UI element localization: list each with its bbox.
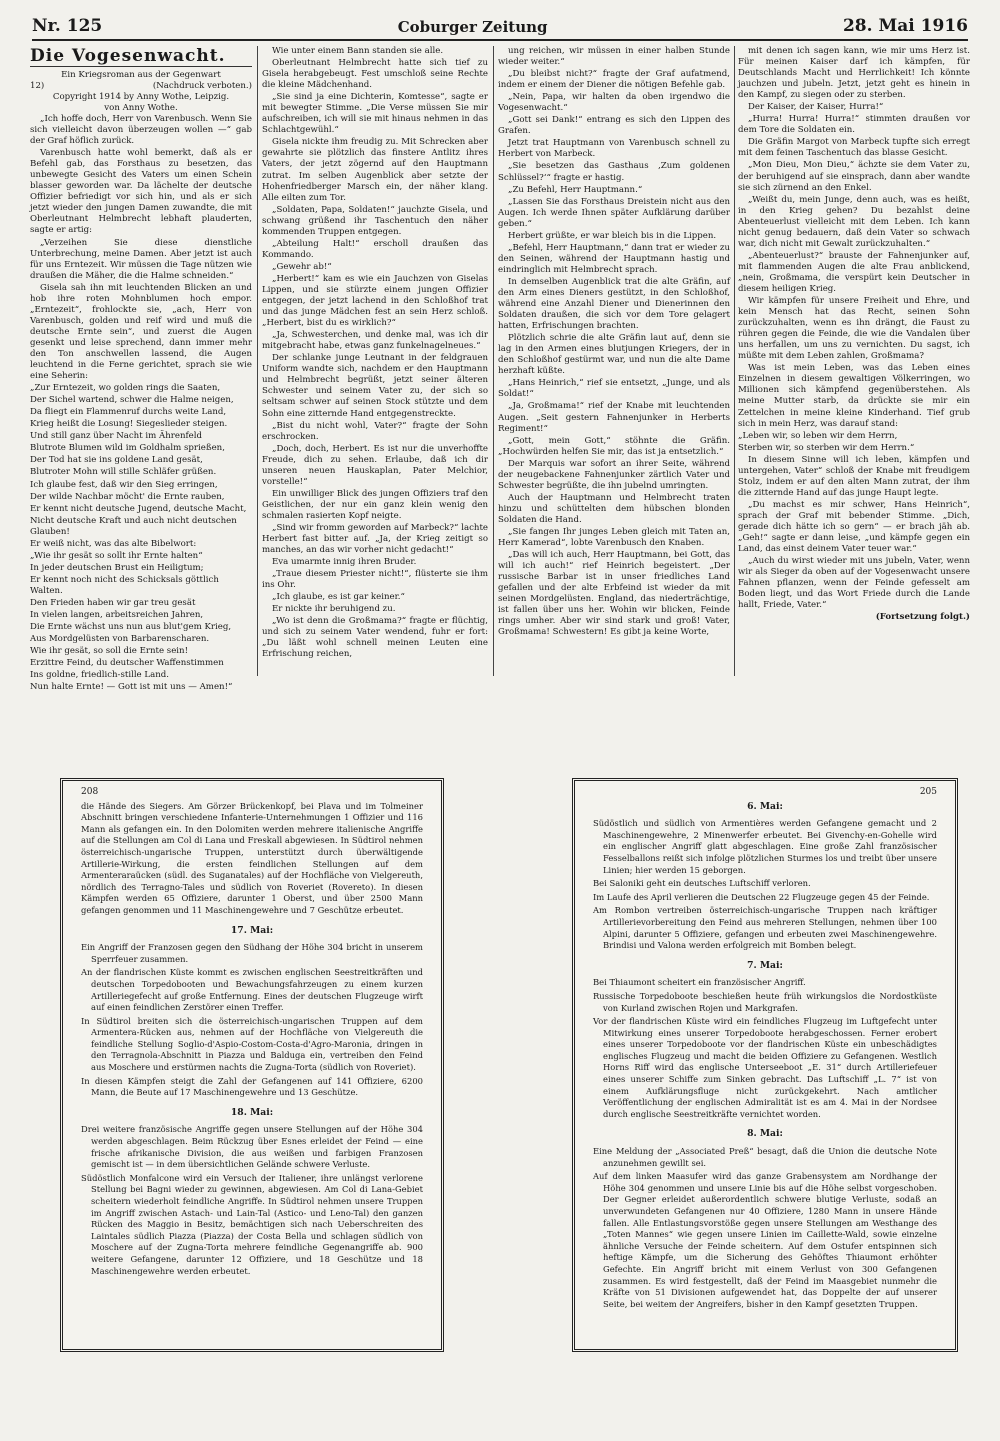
novel-paragraph: Eva umarmte innig ihren Bruder. (272, 557, 417, 568)
novel-paragraph: Ein unwilliger Blick des jungen Offiziers traf den Geistlichen, der nur ein ganz klein wenig den schmalen rasierten Kopf neigte. (262, 488, 488, 521)
novel-paragraph: Auch der Hauptmann und Helmbrecht traten hinzu und schüttelten dem hübschen blonden Soldaten die Hand. (498, 492, 730, 525)
novel-paragraph: Den Frieden haben wir gar treu gesät (30, 597, 196, 608)
novel-paragraph: Krieg heißt die Losung! Siegeslieder steigen. (30, 419, 228, 430)
entries-17-may (81, 942, 423, 1099)
novel-paragraph: Blutrote Blumen wild im Goldhalm sprießen, (30, 443, 225, 454)
masthead (32, 10, 968, 41)
novel-paragraph: Was ist mein Leben, was das Leben eines Einzelnen in diesem gewaltigen Völkerringen, wo Millionen sich kämpfend gegenüberstehen. Als meine Mutter starb, da drückte sie mir ein Zettelchen in meine kleine Kinderhand. Tief grub sich in mein Herz, was darauf stand: (738, 363, 970, 429)
date-heading-7-may: 7. Mai: (747, 959, 783, 971)
novel-paragraph: „Ich glaube, es ist gar keiner.“ (272, 592, 405, 603)
novel-paragraph: Wir kämpfen für unsere Freiheit und Ehre, und kein Mensch hat das Recht, seinen Sohn zurückzuhalten, wenn es ihn drängt, die Faust zu rühren gegen die Feinde, die wie die Vandalen über uns herfallen, um uns zu vernichten. Du sagst, ich müßte mit dem Leben zahlen, Großmama? (738, 296, 970, 362)
chronicle-entry: Südöstlich Monfalcone wird ein Versuch der Italiener, ihre unlängst verlorene Stellung bei Bagni wieder zu gewinnen, abgewiesen. Am Col di Lana-Gebiet scheitern wiederholt feindliche Angriffe. In Südtirol nehmen unsere Truppen im Angriff zwischen Astach- und Lain-Tal (Astico- und Leno-Tal) den ganzen Rücken des Maggio in Besitz, bemächtigen sich nach Ueberschreiten des Laintales südlich Piazza (Piazza) der Costa Bella und schlagen südlich von Moschere auf der Zugna-Torta mehrere feindliche Gegenangriffe ab. 900 weitere Gefangene, darunter 12 Offiziere, und 18 Geschütze und 18 Maschinengewehre werden erbeutet. (81, 1172, 423, 1276)
chronicle-entry: An der flandrischen Küste kommt es zwischen englischen Seestreitkräften und deutschen Torpedobooten und Bewachungsfahrzeugen zu einem kurzen Artilleriegefecht auf große Entfernung. Eines der deutschen Flugzeuge wirft auf einen feindlichen Zerstörer einen Treffer. (81, 967, 423, 1013)
novel-paragraph: „Leben wir, so leben wir dem Herrn, (738, 430, 898, 441)
entries-8-may (593, 1146, 937, 1310)
novel-paragraph: „Abteilung Halt!“ erscholl draußen das Kommando. (262, 238, 488, 260)
novel-paragraph: „Verzeihen Sie diese dienstliche Unterbrechung, meine Damen. Aber jetzt ist auch für uns Erntezeit. Wir müssen die Tage nützen wie draußen die Mäher, die die Halme schneiden.“ (30, 237, 252, 281)
novel-text-4 (738, 46, 970, 611)
novel-paragraph: Er nickte ihr beruhigend zu. (272, 604, 396, 615)
novel-paragraph: „Weißt du, mein Junge, denn auch, was es heißt, in den Krieg gehen? Du bezahlst deine Abenteuerlust vielleicht mit dem Leben. Ich kann nicht genug bedauern, daß dein Vater so schwach war, dich nicht mit Gewalt zurückzuhalten.“ (738, 194, 970, 249)
novel-paragraph: „Nein, Papa, wir halten da oben irgendwo die Vogesenwacht.“ (498, 92, 730, 114)
novel-paragraph: Der Sichel wartend, schwer die Halme neigen, (30, 395, 234, 406)
novel-paragraph: „Bist du nicht wohl, Vater?“ fragte der Sohn erschrocken. (262, 420, 488, 442)
novel-paragraph: „Mon Dieu, Mon Dieu,“ ächzte sie dem Vater zu, der beruhigend auf sie einsprach, dann aber wandte sie sich zürnend an den Enkel. (738, 160, 970, 193)
column-rule (734, 46, 735, 676)
novel-paragraph: „Zu Befehl, Herr Hauptmann.“ (508, 184, 643, 195)
novel-paragraph: „Gott, mein Gott,“ stöhnte die Gräfin. „Hochwürden helfen Sie mir, das ist ja entsetzlich.“ (498, 435, 730, 457)
novel-paragraph: „Gewehr ab!“ (272, 261, 332, 272)
war-chronicle-page-right (572, 778, 958, 1352)
novel-paragraph: „Sind wir fromm geworden auf Marbeck?“ lachte Herbert fast bitter auf. „Ja, der Krieg zeitigt so manches, an das wir vorher nicht gedacht!“ (262, 522, 488, 556)
novel-column-3 (498, 46, 730, 676)
chronicle-intro: die Hände des Siegers. Am Görzer Brückenkopf, bei Plava und im Tolmeiner Abschnitt bringen verschiedene Infanterie-Unternehmungen 1 Offizier und 116 Mann als gefangen ein. In den Dolomiten werden mehrere italienische Angriffe auf die Stellungen am Col di Lana und Freskall abgewiesen. In Südtirol nehmen österreichisch-ungarische Truppen, unterstützt durch überwältigende Artillerie-Wirkung, die ersten feindlichen Stellungen auf dem Armenteraraücken (südl. des Suganatales) auf der Hochfläche von Vielgereuth, nördlich des Terragno-Tales und südlich von Roveriet (Rovereto). In diesen Kämpfen werden 65 Offiziere, darunter 1 Oberst, und über 2500 Mann gefangen genommen und 11 Maschinengewehre und 7 Geschütze erbeutet. (81, 800, 423, 915)
novel-text-3 (498, 46, 730, 638)
novel-paragraph: Er kennt noch nicht des Schicksals göttlich Walten. (30, 574, 219, 596)
novel-paragraph: „Gott sei Dank!“ entrang es sich den Lippen des Grafen. (498, 115, 730, 137)
page-number: 205 (919, 787, 937, 797)
novel-paragraph: „Hurra! Hurra! Hurra!“ stimmten draußen vor dem Tore die Soldaten ein. (738, 114, 970, 136)
chronicle-entry: Bei Thiaumont scheitert ein französischer Angriff. (593, 977, 806, 988)
novel-paragraph: „Zur Erntezeit, wo golden rings die Saaten, (30, 383, 221, 394)
novel-paragraph: Wie ihr gesät, so soll die Ernte sein! (30, 646, 189, 657)
novel-paragraph: „Hans Heinrich,“ rief sie entsetzt, „Junge, und als Soldat!“ (498, 378, 730, 400)
date-heading-18-may: 18. Mai: (230, 1106, 274, 1118)
novel-paragraph: ung reichen, wir müssen in einer halben Stunde wieder weiter.“ (498, 46, 730, 68)
chronicle-entry: Vor der flandrischen Küste wird ein feindliches Flugzeug im Luftgefecht unter Mitwirkung eines unserer Torpedoboote herabgeschossen. Ferner erobert eines unserer Torpedoboote vor der flandrischen Küste ein unbeschädigtes englisches Flugzeug und macht die beiden Offiziere zu Gefangenen. Westlich Horns Riff wird das englische Unterseeboot „E. 31“ durch Artilleriefeuer eines unserer Schiffe zum Sinken gebracht. Das Luftschiff „L. 7“ ist von einem Aufklärungsfluge nicht zurückgekehrt. Nach amtlicher Veröffentlichung der englischen Admiralität ist es am 4. Mai in der Nordsee durch englische Seestreitkräfte vernichtet worden. (593, 1016, 937, 1119)
chronicle-entry: Bei Saloniki geht ein deutsches Luftschiff verloren. (593, 878, 811, 889)
novel-paragraph: „Soldaten, Papa, Soldaten!“ jauchzte Gisela, und schwang grüßend ihr Taschentuch den näher kommenden Truppen entgegen. (262, 204, 488, 237)
novel-paragraph: Und still ganz über Nacht im Ährenfeld (30, 431, 203, 442)
novel-paragraph: Der wilde Nachbar möcht' die Ernte rauben, (30, 491, 225, 502)
novel-paragraph: „Ja, Schwesterchen, und denke mal, was ich dir mitgebracht habe, etwas ganz funkelnagelneues.“ (262, 330, 488, 352)
novel-paragraph: mit denen ich sagen kann, wie mir ums Herz ist. Für meinen Kaiser darf ich kämpfen, für Deutschlands Macht und Herrlichkeit! Ich könnte jauchzen und jubeln. Jetzt, jetzt geht es hinein in den Kampf, zu siegen oder zu sterben. (738, 46, 970, 101)
novel-paragraph: Gisela sah ihn mit leuchtenden Blicken an und hob ihre roten Mohnblumen hoch empor. „Erntezeit“, frohlockte sie, „ach, Herr von Varenbusch, golden und reif wird und muß die deutsche Ernte sein“, und zuerst die Augen gesenkt und leise sprechend, dann immer mehr den Ton anschwellen lassend, die Augen leuchtend in die Ferne gerichtet, sprach sie wie eine Seherin: (30, 282, 252, 382)
novel-paragraph: „Traue diesem Priester nicht!“, flüsterte sie ihm ins Ohr. (262, 569, 488, 591)
chronicle-entry: Am Rombon vertreiben österreichisch-ungarische Truppen nach kräftiger Artillerievorbereitung den Feind aus mehreren Stellungen, nehmen über 100 Alpini, darunter 5 Offiziere, gefangen und erbeuten zwei Maschinengewehre. Brindisi und Valona werden erfolgreich mit Bomben belegt. (593, 905, 937, 951)
novel-paragraph: In demselben Augenblick trat die alte Gräfin, auf den Arm eines Dieners gestützt, in den Schloßhof, während eine Anzahl Diener und Dienerinnen den Soldaten draußen, die sich vor dem Tore gelagert hatten, Erfrischungen brachten. (498, 276, 730, 332)
novel-title: Die Vogesenwacht. (30, 46, 252, 67)
date-heading-8-may: 8. Mai: (747, 1128, 783, 1140)
novel-paragraph: In diesem Sinne will ich leben, kämpfen und untergehen, Vater“ schloß der Knabe mit freudigem Stolz, indem er auf den alten Mann zutrat, der ihm die zitternde Hand auf das junge Haupt legte. (738, 454, 970, 498)
issue-date: 28. Mai 1916 (842, 16, 968, 36)
date-heading-17-may: 17. Mai: (230, 924, 274, 936)
novel-paragraph: „Wo ist denn die Großmama?“ fragte er flüchtig, und sich zu seinem Vater wendend, fuhr er fort: „Du läßt wohl schnell meinen Leuten eine Erfrischung reichen, (262, 616, 488, 660)
novel-paragraph: Nun halte Ernte! — Gott ist mit uns — Amen!“ (30, 682, 233, 693)
novel-paragraph: Der Kaiser, der Kaiser, Hurra!“ (748, 102, 884, 113)
novel-column-4 (738, 46, 970, 676)
novel-paragraph: „Wie ihr gesät so sollt ihr Ernte halten“ (30, 550, 203, 561)
entries-18-may (81, 1124, 423, 1277)
novel-column-2 (262, 46, 488, 676)
novel-paragraph: „Herbert!“ kam es wie ein Jauchzen von Giselas Lippen, und sie stürzte einem jungen Offizier entgegen, der jetzt lachend in den Schloßhof trat und das junge Mädchen fest an sein Herz schloß. „Herbert, bist du es wirklich?“ (262, 273, 488, 329)
novel-text-1 (30, 114, 252, 693)
novel-chapter-line (30, 81, 252, 92)
novel-paragraph: „Du machst es mir schwer, Hans Heinrich“, sprach der Graf mit bebender Stimme. „Dich, gerade dich hätte ich so gern“ — er brach jäh ab. „Geh!“ sagte er dann leise, „und kämpfe gegen ein Land, das einst deinem Vater teuer war.“ (738, 499, 970, 555)
novel-paragraph: „Doch, doch, Herbert. Es ist nur die unverhoffte Freude, dich zu sehen. Erlaube, daß ich dir unseren neuen Hauskaplan, Pater Melchior, vorstelle!“ (262, 443, 488, 487)
entries-7-may (593, 977, 937, 1120)
novel-paragraph: Sterben wir, so sterben wir dem Herrn.“ (738, 442, 915, 453)
novel-paragraph: Der Marquis war sofort an ihrer Seite, während der neugebackene Fahnenjunker zärtlich Vater und Schwester begrüßte, die ihn jubelnd umringten. (498, 458, 730, 491)
novel-paragraph: „Abenteuerlust?“ brauste der Fahnenjunker auf, mit flammenden Augen die alte Frau anblickend, „nein, Großmama, die verspürt kein Deutscher in diesem heiligen Krieg. (738, 250, 970, 294)
chronicle-entry: Russische Torpedoboote beschießen heute früh wirkungslos die Nordostküste von Kurland zwischen Rojen und Markgrafen. (593, 990, 937, 1013)
reprint-notice: (Nachdruck verboten.) (152, 81, 252, 91)
novel-paragraph: Ich glaube fest, daß wir den Sieg erringen, (30, 479, 218, 490)
novel-paragraph: „Ich hoffe doch, Herr von Varenbusch. Wenn Sie sich vielleicht davon überzeugen wollen —“ gab der Graf höflich zurück. (30, 114, 252, 147)
novel-paragraph: In vielen langen, arbeitsreichen Jahren, (30, 610, 204, 621)
novel-text-2 (262, 46, 488, 661)
novel-paragraph: „Sie sind ja eine Dichterin, Komtesse“, sagte er mit bewegter Stimme. „Die Verse müssen Sie mir aufschreiben, ich will sie mit hinaus nehmen in das Schlachtgewühl.“ (262, 92, 488, 136)
novel-paragraph: „Auch du wirst wieder mit uns jubeln, Vater, wenn wir als Sieger da oben auf der Vogesenwacht unsere Fahnen pflanzen, wenn der Feinde gefesselt am Boden liegt, und das Wort Friede durch die Lande hallt, Friede, Vater.“ (738, 556, 970, 611)
chronicle-entry: Eine Meldung der „Associated Preß“ besagt, daß die Union die deutsche Note anzunehmen gewillt sei. (593, 1146, 937, 1168)
continuation-note: (Fortsetzung folgt.) (875, 612, 970, 623)
novel-paragraph: „Du bleibst nicht?“ fragte der Graf aufatmend, indem er einem der Diener die nötigen Befehle gab. (498, 69, 730, 91)
novel-paragraph: Da fliegt ein Flammenruf durchs weite Land, (30, 407, 227, 418)
novel-paragraph: Ins goldne, friedlich-stille Land. (30, 670, 169, 681)
novel-paragraph: „Sie besetzen das Gasthaus ‚Zum goldenen Schlüssel?‘“ fragte er hastig. (498, 161, 730, 183)
novel-paragraph: Erzittre Feind, du deutscher Waffenstimmen (30, 658, 224, 669)
novel-paragraph: „Befehl, Herr Hauptmann,“ dann trat er wieder zu den Seinen, während der Hauptmann hastig und eindringlich mit Helmbrecht sprach. (498, 242, 730, 275)
column-rule (257, 46, 258, 676)
novel-paragraph: Die Ernte wächst uns nun aus blut'gem Krieg, (30, 622, 232, 633)
novel-paragraph: Die Gräfin Margot von Marbeck tupfte sich erregt mit dem feinen Taschentuch das blasse Gesicht. (738, 137, 970, 159)
novel-paragraph: Oberleutnant Helmbrecht hatte sich tief zu Gisela herabgebeugt. Fest umschloß seine Rechte die kleine Mädchenhand. (262, 58, 488, 91)
novel-paragraph: Der schlanke junge Leutnant in der feldgrauen Uniform wandte sich, nachdem er den Hauptmann und Helmbrecht begrüßt, jetzt seiner älteren Schwester und seinem Vater zu, der sich so seltsam schwer auf seinen Stock stützte und dem Sohn eine zitternde Hand entgegenstreckte. (262, 353, 488, 419)
war-chronicle-page-left (60, 778, 444, 1352)
entries-6-may (593, 818, 937, 952)
novel-paragraph: In jeder deutschen Brust ein Heiligtum; (30, 562, 204, 573)
novel-paragraph: Der Tod hat sie ins goldene Land gesät, (30, 455, 203, 466)
novel-paragraph: Blutroter Mohn will stille Schläfer grüßen. (30, 467, 217, 478)
newspaper-title: Coburger Zeitung (397, 18, 548, 36)
novel-paragraph: Nicht deutsche Kraft und auch nicht deutschen Glauben! (30, 515, 237, 537)
issue-number: Nr. 125 (32, 16, 103, 36)
novel-paragraph: „Ja, Großmama!“ rief der Knabe mit leuchtenden Augen. „Seit gestern Fahnenjunker in Herberts Regiment!“ (498, 401, 730, 434)
chronicle-entry: Südöstlich und südlich von Armentières werden Gefangene gemacht und 2 Maschinengewehre, 2 Minenwerfer erbeutet. Bei Givenchy-en-Gohelle wird ein englischer Angriff glatt abgeschlagen. Eine große Zahl französischer Fesselballons reißt sich infolge plötzlichen Sturmes los und treibt über unsere Linien; hier werden 15 geborgen. (593, 818, 937, 875)
chronicle-entry: Ein Angriff der Franzosen gegen den Südhang der Höhe 304 bricht in unserem Sperrfeuer zusammen. (81, 942, 423, 964)
chronicle-entry: In Südtirol breiten sich die österreichisch-ungarischen Truppen auf dem Armentera-Rücken aus, nehmen auf der Hochfläche von Vielgereuth die feindliche Stellung Soglio-d'Aspio-Costom-Costa-d'Agro-Maronia, dringen in den Terragnola-Abschnitt in Piazza und Balduga ein, vertreiben den Feind aus Moschere und erstürmen nachts die Zugna-Torta (südlich von Roveriet). (81, 1015, 423, 1073)
novel-paragraph: Plötzlich schrie die alte Gräfin laut auf, denn sie lag in den Armen eines blutjungen Kriegers, der in den Schloßhof gestürmt war, und nun die alte Dame herzhaft küßte. (498, 333, 730, 377)
chronicle-entry: Im Laufe des April verlieren die Deutschen 22 Flugzeuge gegen 45 der Feinde. (593, 891, 930, 902)
novel-column-1 (30, 46, 252, 693)
column-rule (493, 46, 494, 676)
novel-paragraph: Aus Mordgelüsten von Barbarenscharen. (30, 634, 210, 645)
page-number: 208 (81, 787, 99, 797)
chronicle-entry: In diesen Kämpfen steigt die Zahl der Gefangenen auf 141 Offiziere, 6200 Mann, die Beute auf 17 Maschinengewehre und 13 Geschütze. (81, 1075, 423, 1098)
novel-paragraph: Herbert grüßte, er war bleich bis in die Lippen. (508, 230, 717, 241)
novel-paragraph: Wie unter einem Bann standen sie alle. (272, 46, 444, 56)
chapter-number: 12) (30, 81, 45, 91)
novel-paragraph: Er kennt nicht deutsche Jugend, deutsche Macht, (30, 503, 247, 514)
chronicle-entry: Drei weitere französische Angriffe gegen unsere Stellungen auf der Höhe 304 werden abgeschlagen. Beim Rückzug über Esnes erleidet der Feind — eine frische afrikanische Division, die aus weißen und farbigen Franzosen gemischt ist — in dem übersichtlichen Gelände schwere Verluste. (81, 1124, 423, 1170)
novel-paragraph: „Sie fangen Ihr junges Leben gleich mit Taten an, Herr Kamerad“, lobte Varenbusch den Knaben. (498, 526, 730, 549)
novel-paragraph: Jetzt trat Hauptmann von Varenbusch schnell zu Herbert von Marbeck. (498, 138, 730, 160)
novel-paragraph: „Das will ich auch, Herr Hauptmann, bei Gott, das will ich auch!“ rief Heinrich begeistert. „Der russische Barbar ist in unser friedliches Land gefallen und der alte Erbfeind ist wieder da mit seinen Mordgelüsten. England, das niederträchtige, ist fallen über uns her. Wohin wir blicken, Feinde rings umher. Aber wir sind stark und groß! Vater, Großmama! Schwestern! Es gibt ja keine Worte, (498, 550, 730, 638)
chronicle-entry: Auf dem linken Maasufer wird das ganze Grabensystem am Nordhange der Höhe 304 genommen und unsere Linie bis auf die Höhe selbst vorgeschoben. Der Gegner erleidet außerordentlich schwere blutige Verluste, sodaß an unverwundeten Gefangenen nur 40 Offiziere, 1280 Mann in unsere Hände fallen. Alle Entlastungsvorstöße gegen unsere Stellungen am Westhange des „Toten Mannes“ wie gegen unsere Linien im Caillette-Wald, sowie einzelne ähnliche Versuche der Feinde scheitern. Auf dem Ostufer entspinnen sich heftige Kämpfe, um die Sicherung des Gehöftes Thiaumont erhöhter Gefechte. Ein Angriff bricht mit einem Verlust von 300 Gefangenen zusammen. Es wird festgestellt, daß der Feind im Maasgebiet nunmehr die Kräfte von 51 Divisionen aufgewendet hat, das Doppelte der auf unserer Seite, bei weitem der Angreifers, bisher in den Kampf gesetzten Truppen. (593, 1171, 937, 1309)
novel-subtitle: Ein Kriegsroman aus der Gegenwart (61, 70, 221, 80)
date-heading-6-may: 6. Mai: (747, 800, 783, 812)
copyright-line: Copyright 1914 by Anny Wothe, Leipzig. (52, 92, 230, 102)
novel-paragraph: Varenbusch hatte wohl bemerkt, daß als er Befehl gab, das Forsthaus zu besetzen, das unbewegte Gesicht des Vaters um einen Schein blasser geworden war. Da lächelte der deutsche Offizier befriedigt vor sich hin, und als er sich jetzt wieder den jungen Damen zuwandte, die mit Oberleutnant Helmbrecht lebhaft plauderten, sagte er artig: (30, 148, 252, 236)
novel-paragraph: Gisela nickte ihm freudig zu. Mit Schrecken aber gewahrte sie plötzlich das finstere Antlitz ihres Vaters, der jetzt zögernd auf den Hauptmann zutrat. Im selben Augenblick aber setzte der Hohenfriedberger Marsch ein, der näher klang. Alle eilten zum Tor. (262, 137, 488, 203)
novel-paragraph: Er weiß nicht, was das alte Bibelwort: (30, 538, 197, 549)
novel-author: von Anny Wothe. (104, 103, 178, 113)
novel-paragraph: „Lassen Sie das Forsthaus Dreistein nicht aus den Augen. Ich werde Ihnen später Aufklärung darüber geben.“ (498, 196, 730, 229)
